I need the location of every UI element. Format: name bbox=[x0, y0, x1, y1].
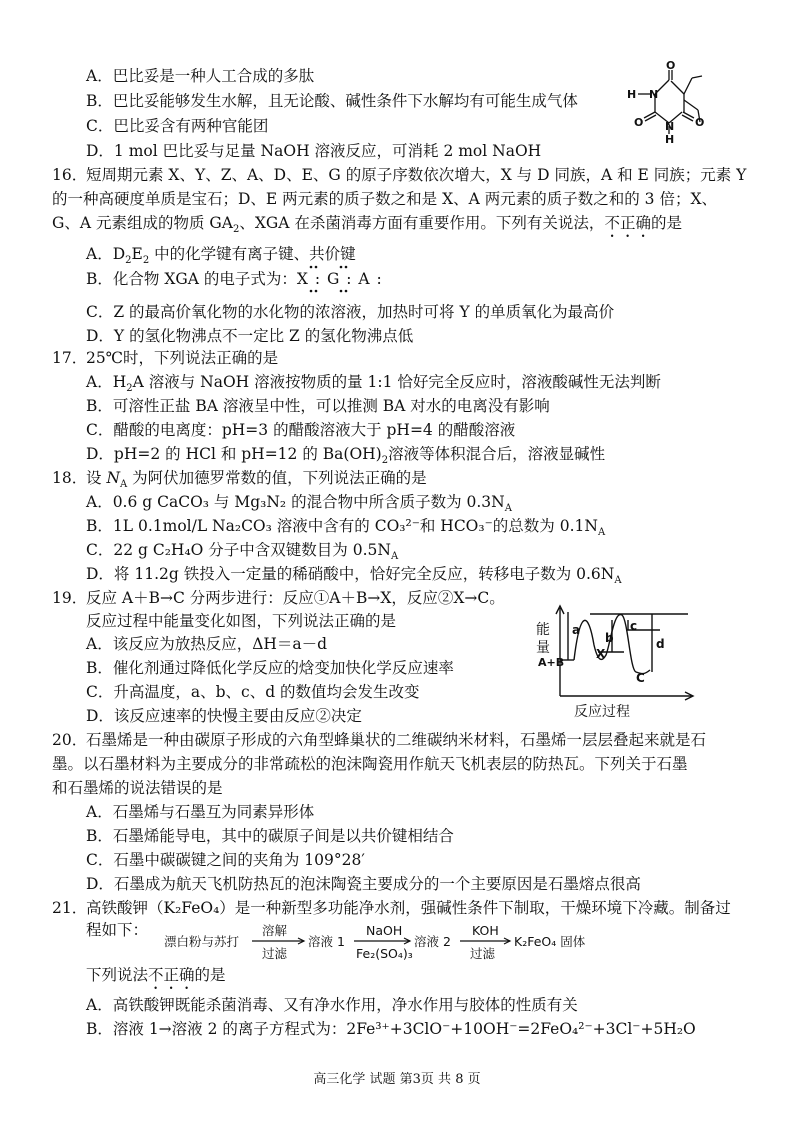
q19-option-b: B．催化剂通过降低化学反应的焓变加快化学反应速率 bbox=[86, 659, 454, 677]
electron-formula: X : G : A : bbox=[296, 270, 383, 288]
q16-number: 16． bbox=[52, 166, 88, 184]
q17-stem: 25℃时，下列说法正确的是 bbox=[86, 349, 279, 367]
q16-stem-line1: 短周期元素 X、Y、Z、A、D、E、G 的原子序数依次增大，X 与 D 同族，A 和 E 同族；元素 Y bbox=[86, 166, 747, 184]
q21-stem-line1: 高铁酸钾（K₂FeO₄）是一种新型多功能净水剂，强碱性条件下制取，干燥环境下冷藏。制备过 bbox=[86, 899, 731, 917]
q18-stem: 设 $N_A$ 为阿伏加德罗常数的值，下列说法正确的是 bbox=[86, 469, 427, 491]
q17-option-c: C．醋酸的电离度：pH=3 的醋酸溶液大于 pH=4 的醋酸溶液 bbox=[86, 421, 516, 439]
label-b: b bbox=[605, 631, 614, 645]
flow-solution1: 溶液 1 bbox=[308, 934, 345, 949]
energy-diagram bbox=[530, 600, 700, 724]
label-d: d bbox=[656, 637, 665, 651]
flow-step3-top: KOH bbox=[472, 923, 499, 938]
preparation-flow bbox=[160, 918, 610, 964]
label-c: c bbox=[630, 619, 638, 633]
q19-option-d: D．该反应速率的快慢主要由反应②决定 bbox=[86, 707, 362, 725]
q21-option-a: A．高铁酸钾既能杀菌消毒、又有净水作用，净水作用与胶体的性质有关 bbox=[86, 996, 578, 1014]
emphasis-not-correct-2: 不正确 bbox=[148, 966, 195, 984]
q21-question: 下列说法不正确的是 bbox=[86, 966, 226, 984]
struct-o-top: O bbox=[666, 60, 676, 72]
q15-option-d: D．1 mol 巴比妥与足量 NaOH 溶液反应，可消耗 2 mol NaOH bbox=[86, 142, 542, 160]
y-label-1: 能 bbox=[536, 622, 550, 638]
y-label-2: 量 bbox=[536, 640, 550, 656]
q17-number: 17． bbox=[52, 349, 88, 367]
q20-stem-line2: 墨。以石墨材料为主要成分的非常疏松的泡沫陶瓷用作航天飞机表层的防热瓦。下列关于石墨 bbox=[52, 755, 688, 773]
flow-step1-top: 溶解 bbox=[262, 923, 288, 938]
q19-option-a: A．该反应为放热反应，ΔH＝a－d bbox=[86, 635, 328, 653]
q18-option-b: B．1L 0.1mol/L Na₂CO₃ 溶液中含有的 CO₃²⁻和 HCO₃⁻的总数为 $0.1N_A$ bbox=[86, 517, 606, 539]
q19-number: 19． bbox=[52, 589, 88, 607]
q19-option-c: C．升高温度，a、b、c、d 的数值均会发生改变 bbox=[86, 683, 420, 701]
q16-option-a: A．$D_2E_2$ 中的化学键有离子键、共价键 bbox=[86, 245, 356, 267]
q18-number: 18． bbox=[52, 469, 88, 487]
electron-dots bbox=[290, 264, 362, 294]
q20-option-b: B．石墨烯能导电，其中的碳原子间是以共价键相结合 bbox=[86, 827, 454, 845]
struct-o-right: O bbox=[695, 116, 705, 129]
q16-option-b: B．化合物 XGA 的电子式为：X : G : A : bbox=[86, 270, 383, 288]
q15-option-b: B．巴比妥能够发生水解，且无论酸、碱性条件下水解均有可能生成气体 bbox=[86, 92, 578, 110]
flow-step2-bottom: Fe₂(SO₄)₃ bbox=[356, 946, 413, 961]
q16-stem-line2: 的一种高硬度单质是宝石；D、E 两元素的质子数之和是 X、A 两元素的质子数之和的 3 倍；X、 bbox=[52, 190, 718, 208]
q20-stem-line3: 和石墨烯的说法错误的是 bbox=[52, 779, 223, 797]
flow-solution2: 溶液 2 bbox=[414, 934, 451, 949]
q19-stem-line1: 反应 A＋B→C 分两步进行：反应①A＋B→X，反应②X→C。 bbox=[86, 589, 505, 607]
q18-option-c: C．22 g C₂H₄O 分子中含双键数目为 $0.5N_A$ bbox=[86, 541, 399, 563]
q15-option-c: C．巴比妥含有两种官能团 bbox=[86, 117, 269, 135]
q15-option-a: A．巴比妥是一种人工合成的多肽 bbox=[86, 67, 315, 85]
x-label: 反应过程 bbox=[574, 704, 630, 720]
q18-option-d: D．将 11.2g 铁投入一定量的稀硝酸中，恰好完全反应，转移电子数为 $0.6N_A$ bbox=[86, 565, 622, 587]
label-c-product: C bbox=[636, 671, 645, 685]
q20-option-a: A．石墨烯与石墨互为同素异形体 bbox=[86, 803, 315, 821]
flow-step3-bottom: 过滤 bbox=[470, 946, 496, 961]
q17-option-b: B．可溶性正盐 BA 溶液呈中性，可以推测 BA 对水的电离没有影响 bbox=[86, 397, 550, 415]
q20-option-c: C．石墨中碳碳键之间的夹角为 109°28′ bbox=[86, 851, 365, 869]
q19-stem-line2: 反应过程中能量变化如图，下列说法正确的是 bbox=[86, 612, 397, 630]
q17-option-d: D．pH=2 的 HCl 和 pH=12 的 $Ba(OH)_2$溶液等体积混合后，溶液显碱性 bbox=[86, 445, 606, 467]
q20-stem-line1: 石墨烯是一种由碳原子形成的六角型蜂巢状的二维碳纳米材料，石墨烯一层层叠起来就是石 bbox=[86, 731, 707, 749]
q16-option-c: C．Z 的最高价氧化物的水化物的浓溶液，加热时可将 Y 的单质氧化为最高价 bbox=[86, 303, 615, 321]
struct-h-bottom: H bbox=[665, 133, 675, 144]
q17-option-a: A．$H_2A$ 溶液与 NaOH 溶液按物质的量 1:1 恰好完全反应时，溶液酸碱性无法判断 bbox=[86, 373, 661, 395]
flow-start: 漂白粉与苏打 bbox=[164, 934, 240, 949]
flow-product: K₂FeO₄ 固体 bbox=[514, 934, 586, 949]
page-footer: 高三化学 试题 第3页 共 8 页 bbox=[313, 1072, 481, 1087]
flow-step1-bottom: 过滤 bbox=[262, 946, 288, 961]
struct-n-top: N bbox=[649, 88, 659, 101]
q20-number: 20． bbox=[52, 731, 88, 749]
emphasis-not-correct: 不正确 bbox=[604, 214, 651, 232]
q21-stem-line2: 程如下： bbox=[86, 921, 149, 939]
q18-option-a: A．0.6 g CaCO₃ 与 Mg₃N₂ 的混合物中所含质子数为 $0.3N_A$ bbox=[86, 493, 512, 515]
label-x: X bbox=[596, 647, 606, 661]
q20-option-d: D．石墨成为航天飞机防热瓦的泡沫陶瓷主要成分的一个主要原因是石墨熔点很高 bbox=[86, 875, 641, 893]
q21-option-b: B．溶液 1→溶液 2 的离子方程式为：2Fe³⁺+3ClO⁻+10OH⁻=2FeO₄²⁻+3Cl⁻+5H₂O bbox=[86, 1020, 696, 1038]
q16-option-d: D．Y 的氢化物沸点不一定比 Z 的氢化物沸点低 bbox=[86, 327, 414, 345]
struct-o-left: O bbox=[634, 116, 644, 129]
struct-n-bottom: N bbox=[665, 120, 675, 133]
label-start: A+B bbox=[538, 656, 565, 669]
label-a: a bbox=[572, 623, 581, 637]
flow-step2-top: NaOH bbox=[366, 923, 403, 938]
q21-number: 21． bbox=[52, 899, 88, 917]
q16-stem-line3: G、A 元素组成的物质 $GA_2$、XGA 在杀菌消毒方面有重要作用。下列有关说法，不正确的是 bbox=[52, 214, 682, 236]
barbital-structure bbox=[622, 60, 712, 144]
struct-h-top: H bbox=[627, 88, 637, 101]
